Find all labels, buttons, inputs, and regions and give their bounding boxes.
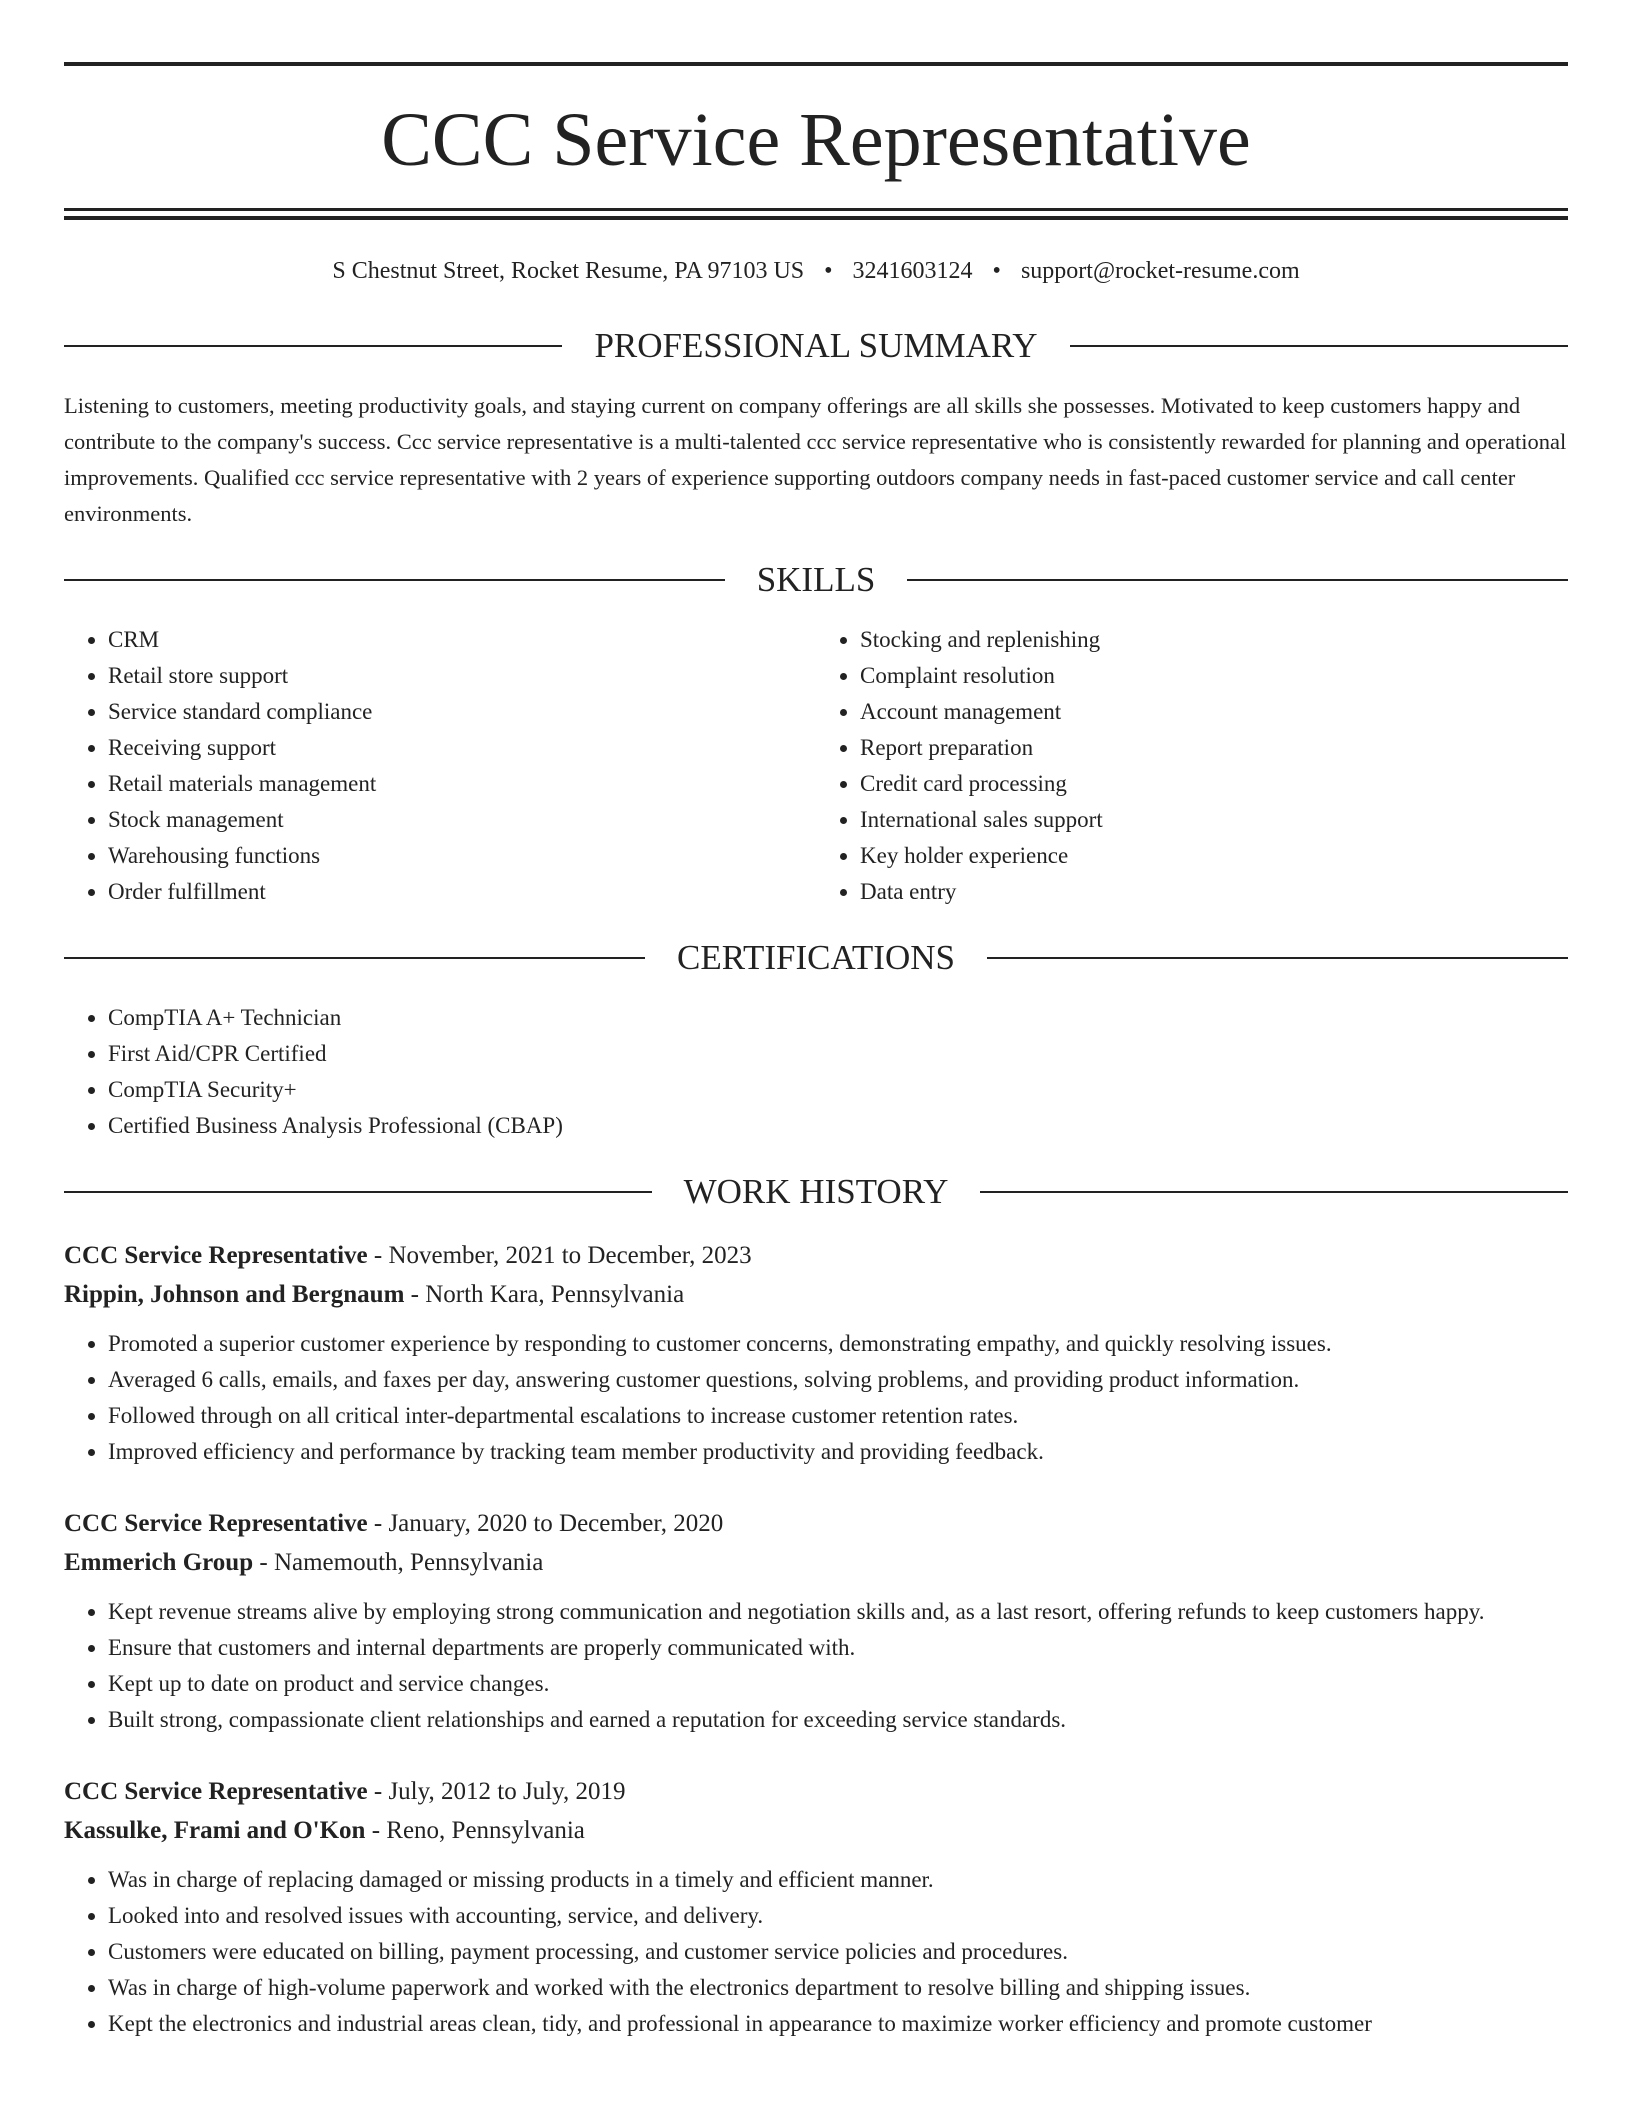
contact-address: S Chestnut Street, Rocket Resume, PA 97103 US [332,258,805,284]
job-bullet: • Improved efficiency and performance by tracking team member productivity and providing feedback. [108,1434,1568,1470]
contact-separator: • [992,258,1001,284]
heading-rule [987,957,1568,959]
job-bullets [64,1862,1568,2042]
job-bullet: • Averaged 6 calls, emails, and faxes per day, answering customer questions, solving problems, and providing product information. [108,1362,1568,1398]
skill-item: • International sales support [860,802,1568,838]
job-company: Rippin, Johnson and Bergnaum [64,1281,405,1308]
job-bullet: • Looked into and resolved issues with accounting, service, and delivery. [108,1898,1568,1934]
certifications-title: CERTIFICATIONS [677,938,955,977]
summary-title: PROFESSIONAL SUMMARY [594,326,1038,365]
job-bullet: • Kept revenue streams alive by employing strong communication and negotiation skills and, as a last resort, offering refunds to keep customers happy. [108,1594,1568,1630]
skill-item: • Receiving support [108,730,816,766]
job-bullet: • Ensure that customers and internal departments are properly communicated with. [108,1630,1568,1666]
job-title-line [64,1504,1568,1543]
skills-column-left [64,622,816,910]
skill-item: • Stock management [108,802,816,838]
job-dates: - January, 2020 to December, 2020 [367,1510,724,1537]
heading-rule [64,1191,652,1193]
certification-item: • Certified Business Analysis Professional (CBAP) [108,1108,1568,1144]
summary-text: Listening to customers, meeting productivity goals, and staying current on company offerings are all skills she possesses. Motivated to keep customers happy and contribute to the company's success. Ccc service representative is a multi-talented ccc service representative who is consistently rewarded for planning and operational improvements. Qualified ccc service representative with 2 years of experience supporting outdoors company needs in fast-paced customer service and call center environments. [64,393,1567,526]
contact-separator: • [824,258,833,284]
job-title: CCC Service Representative [64,1242,368,1269]
job-bullet: • Kept the electronics and industrial areas clean, tidy, and professional in appearance to maximize worker efficiency and promote customer [108,2006,1568,2042]
skill-item: • Retail store support [108,658,816,694]
skill-item: • Complaint resolution [860,658,1568,694]
heading-rule [1070,345,1568,347]
skill-item: • Warehousing functions [108,838,816,874]
job-bullet: • Was in charge of replacing damaged or missing products in a timely and efficient manner. [108,1862,1568,1898]
certification-item: • First Aid/CPR Certified [108,1036,1568,1072]
double-rule [64,208,1568,220]
resume-name: CCC Service Representative [381,98,1251,182]
job-bullet: • Kept up to date on product and service changes. [108,1666,1568,1702]
job-location: - Namemouth, Pennsylvania [253,1549,544,1576]
certification-item: • CompTIA A+ Technician [108,1000,1568,1036]
skills-list [64,622,1568,910]
certifications-list [64,1000,1568,1144]
job-dates: - November, 2021 to December, 2023 [367,1242,752,1269]
job-entry [64,1772,1568,2042]
heading-rule [64,345,562,347]
job-entry [64,1236,1568,1470]
job-title-line [64,1772,1568,1811]
skills-column-right [816,622,1568,910]
heading-rule [64,579,725,581]
job-bullets [64,1594,1568,1738]
summary-heading [64,326,1568,366]
job-location: - North Kara, Pennsylvania [404,1281,685,1308]
skill-item: • Service standard compliance [108,694,816,730]
skill-item: • Report preparation [860,730,1568,766]
job-company: Kassulke, Frami and O'Kon [64,1817,366,1844]
job-company-line [64,1275,1568,1314]
job-bullet: • Promoted a superior customer experience by responding to customer concerns, demonstrating empathy, and quickly resolving issues. [108,1326,1568,1362]
skill-item: • Stocking and replenishing [860,622,1568,658]
heading-rule [907,579,1568,581]
job-company-line [64,1811,1568,1850]
job-location: - Reno, Pennsylvania [365,1817,585,1844]
job-bullets [64,1326,1568,1470]
skill-item: • CRM [108,622,816,658]
job-bullet: • Customers were educated on billing, payment processing, and customer service policies and procedures. [108,1934,1568,1970]
skill-item: • Retail materials management [108,766,816,802]
skills-title: SKILLS [756,560,876,599]
job-bullet: • Followed through on all critical inter-departmental escalations to increase customer retention rates. [108,1398,1568,1434]
skills-heading [64,560,1568,600]
contact-phone: 3241603124 [852,258,973,284]
job-title: CCC Service Representative [64,1778,368,1805]
job-bullet: • Built strong, compassionate client relationships and earned a reputation for exceeding service standards. [108,1702,1568,1738]
skill-item: • Key holder experience [860,838,1568,874]
job-title-line [64,1236,1568,1275]
job-title: CCC Service Representative [64,1510,368,1537]
work-title: WORK HISTORY [683,1172,949,1211]
job-bullet: • Was in charge of high-volume paperwork and worked with the electronics department to resolve billing and shipping issues. [108,1970,1568,2006]
heading-rule [980,1191,1568,1193]
certification-item: • CompTIA Security+ [108,1072,1568,1108]
skill-item: • Credit card processing [860,766,1568,802]
job-company-line [64,1543,1568,1582]
heading-rule [64,957,645,959]
contact-line [64,256,1568,286]
job-dates: - July, 2012 to July, 2019 [367,1778,626,1805]
top-rule [64,62,1568,66]
skill-item: • Order fulfillment [108,874,816,910]
work-heading [64,1172,1568,1212]
job-entry [64,1504,1568,1738]
skill-item: • Data entry [860,874,1568,910]
certifications-heading [64,938,1568,978]
contact-email: support@rocket-resume.com [1020,258,1300,284]
skill-item: • Account management [860,694,1568,730]
job-company: Emmerich Group [64,1549,254,1576]
